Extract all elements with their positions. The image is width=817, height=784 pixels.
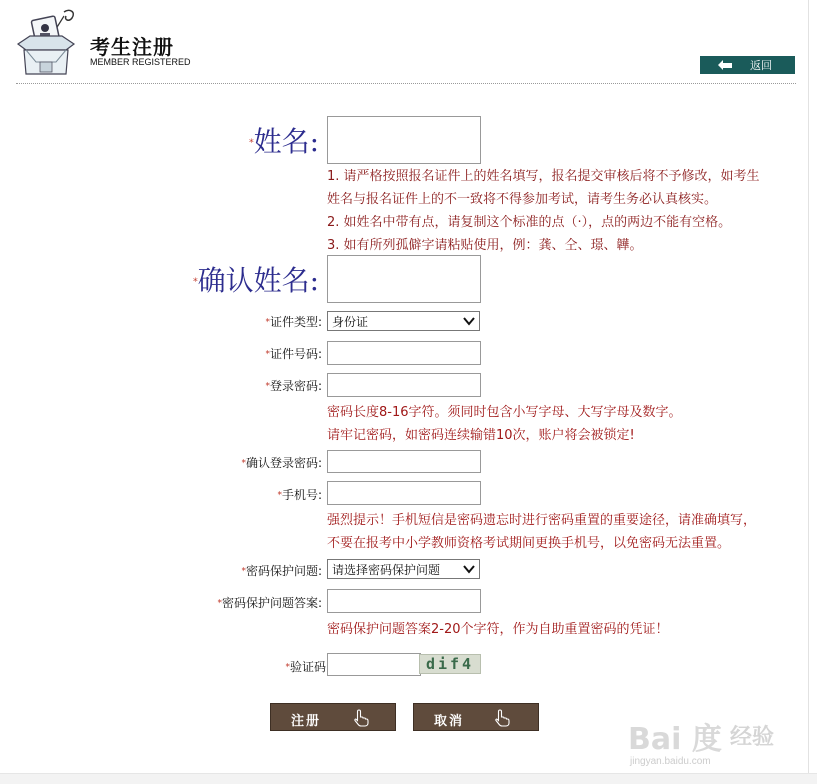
required-mark: * [285,662,290,673]
id-type-label: *证件类型: [265,315,322,329]
id-type-select[interactable] [327,311,480,331]
footer-strip [0,773,817,784]
security-answer-note: 密码保护问题答案2-20个字符，作为自助重置密码的凭证！ [327,622,669,637]
required-mark: * [265,349,270,360]
name-notes [327,165,760,257]
password-note-line: 密码长度8-16字符。须同时包含小写字母、大写字母及数字。 [327,405,682,420]
required-mark: * [277,490,282,501]
watermark-url: jingyan.baidu.com [630,756,711,767]
phone-notes [327,509,756,555]
name-note-line: 1. 请严格按照报名证件上的姓名填写，报名提交审核后将不予修改，如考生 [327,169,760,184]
name-note-line: 2. 如姓名中带有点，请复制这个标准的点（·），点的两边不能有空格。 [327,215,732,230]
phone-input[interactable] [327,481,481,505]
register-button-label: 注册 [291,714,322,729]
password-notes [327,401,682,447]
required-mark: * [217,598,222,609]
security-question-value: 请选择密码保护问题 [332,562,441,577]
password-label: *登录密码: [265,379,322,393]
security-question-select[interactable] [327,559,480,579]
register-button[interactable] [270,703,396,731]
name-input[interactable] [327,116,481,164]
watermark-title: 经验 [730,725,775,750]
page-subtitle: MEMBER REGISTERED [90,57,191,67]
name-note-line: 姓名与报名证件上的不一致将不得参加考试，请考生务必认真核实。 [327,192,718,207]
page-border [808,0,809,784]
security-answer-label: *密码保护问题答案: [217,596,322,610]
watermark-logo: Bai 度 [628,722,722,757]
captcha-label: *验证码 [285,660,326,674]
baidu-jingyan-watermark [628,714,798,774]
captcha-input[interactable] [327,653,421,676]
required-mark: * [241,458,246,469]
name-label: *姓名: [249,125,319,158]
confirm-password-label: *确认登录密码: [241,456,322,470]
back-button-label: 返回 [750,59,772,72]
chevron-down-icon [463,315,475,327]
id-type-value: 身份证 [332,314,369,329]
required-mark: * [265,317,270,328]
exam-box-icon [14,6,78,78]
password-note-line: 请牢记密码，如密码连续输错10次，账户将会被锁定! [327,428,635,443]
hand-pointer-icon [494,709,510,727]
security-answer-input[interactable] [327,589,481,613]
cancel-button[interactable] [413,703,539,731]
confirm-name-input[interactable] [327,255,481,303]
header-divider [16,83,796,84]
phone-note-line: 强烈提示！手机短信是密码遗忘时进行密码重置的重要途径，请准确填写， [327,513,757,528]
required-mark: * [193,277,198,288]
name-note-line: 3. 如有所列孤僻字请粘贴使用，例：龚、仝、璟、韡。 [327,238,643,253]
security-question-label: *密码保护问题: [241,564,322,578]
page-title: 考生注册 [90,35,174,59]
hand-pointer-icon [353,709,369,727]
id-number-input[interactable] [327,341,481,365]
cancel-button-label: 取消 [434,714,465,729]
required-mark: * [249,138,254,149]
id-number-label: *证件号码: [265,347,322,361]
back-arrow-icon [714,59,736,71]
confirm-password-input[interactable] [327,450,481,473]
back-button[interactable] [700,56,795,74]
required-mark: * [241,566,246,577]
chevron-down-icon [463,563,475,575]
confirm-name-label: *确认姓名: [193,264,319,297]
required-mark: * [265,381,270,392]
phone-label: *手机号: [277,488,322,502]
phone-note-line: 不要在报考中小学教师资格考试期间更换手机号，以免密码无法重置。 [327,536,731,551]
password-input[interactable] [327,373,481,397]
captcha-image[interactable]: dif4 [419,654,481,674]
